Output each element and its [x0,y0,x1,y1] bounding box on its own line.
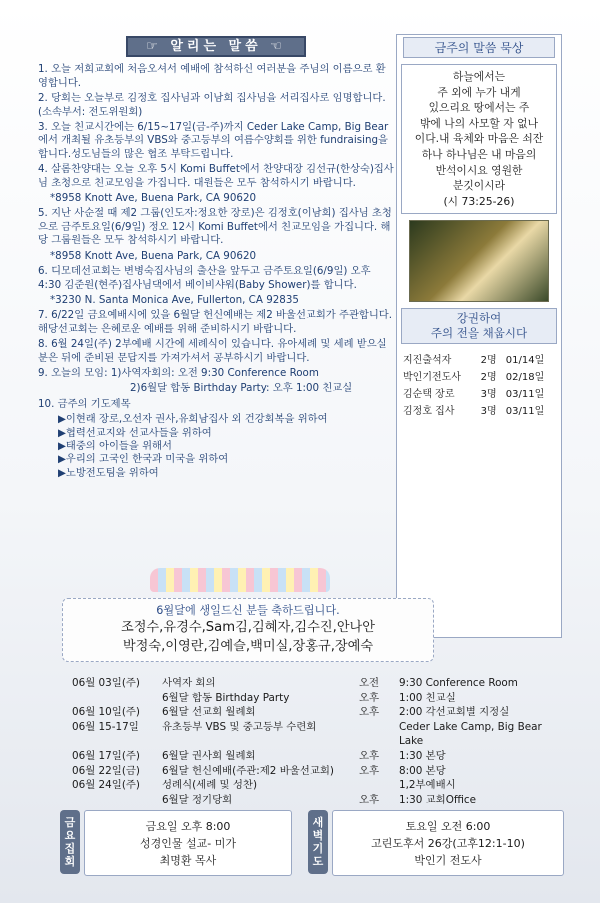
schedule-row [72,676,552,691]
dawn-label: 새벽기도 [308,810,328,874]
attendance-box [401,308,557,418]
notice-item: 5. 지난 사순절 때 제2 그룹(인도자:정요한 장로)은 김정호(이남희) 집사님 초청으로 금주토요일(6/9일) 정오 12시 Komi Buffet에서 친교모임을 가집니다. 해당 그룹원들은 모두 참석하시기 바랍니다. [38,207,392,247]
table-row [401,350,557,367]
notices-banner [38,36,394,57]
schedule-row [72,764,552,779]
schedule-ampm [359,778,399,793]
jesus-image [409,220,549,302]
attend-date: 02/18일 [505,372,545,384]
dawn-box [332,810,564,876]
attend-date: 03/11일 [505,406,545,418]
schedule-place: 1:00 친교실 [399,691,456,704]
attendance-table [401,350,557,418]
verse-line: 이다.내 육체와 마음은 쇠잔 [414,132,544,146]
schedule-ampm: 오후 [359,764,380,777]
schedule-ampm [359,720,399,749]
friday-box [84,810,292,876]
schedule-event: 6월달 헌신예배(주관:제2 바울선교회) [162,764,334,777]
birthday-title: 6월달에 생일드신 분들 축하드립니다. [156,604,340,617]
schedule-ampm: 오후 [359,749,380,762]
schedule-event: 6월달 선교회 월례회 [162,706,256,719]
birthday-names-line-1: 조정수,유경수,Sam김,김혜자,김수진,안나안 [120,620,376,635]
verse-line: 하늘에서는 [452,70,506,83]
prayer-item: ▶태중의 아이들을 위해서 [58,439,172,452]
schedule-date [72,793,162,808]
notice-address: *8958 Knott Ave, Buena Park, CA 90620 [50,249,257,262]
verse-line: 반석이시요 영원한 [435,163,523,177]
attend-name: 박인기전도사 [403,372,461,384]
attend-date: 03/11일 [505,389,545,401]
schedule-place: 1,2부예배시 [399,779,456,792]
notice-item: 8. 6월 24일(주) 2부예배 시간에 세례식이 있습니다. 유아세례 및 세례 받으실 분은 뒤에 준비된 문답지를 가져가셔서 공부하시기 바랍니다. [38,338,387,364]
notice-item: 7. 6/22일 금요예배시에 있을 6월달 헌신예배는 제2 바울선교회가 주관합니다. 해당선교회는 은혜로운 예배를 위해 준비하시기 바랍니다. [38,309,393,335]
dawn-speaker: 박인기 전도사 [414,853,482,867]
table-row [401,401,557,418]
schedule-list [72,676,552,807]
schedule-ampm: 오후 [359,793,380,806]
schedule-event: 6월달 권사회 월례회 [162,749,256,762]
prayer-item: ▶협력선교지와 선교사들을 위하여 [58,426,212,439]
notice-item: 3. 오늘 친교시간에는 6/15~17일(금-주)까지 Ceder Lake Camp, Big Bear에서 개최될 유초등부의 VBS와 중고등부의 여름수양회를 위한 fundraising을 합니다.성도님들의 많은 협조 부탁드립니다. [38,121,389,160]
schedule-ampm: 오후 [359,691,380,704]
schedule-event: 유초등부 VBS 및 중고등부 수련회 [162,720,317,733]
attendance-title [401,308,557,344]
schedule-row [72,705,552,720]
verse-line: (시 73:25-26) [443,194,515,208]
schedule-event: 6월달 정기당회 [162,793,233,806]
verse-line: 분깃이시라 [452,179,506,193]
attend-count: 3명 [480,389,497,401]
schedule-place: 2:00 각선교회별 지정실 [399,706,510,719]
meetings-footer [60,810,570,874]
dawn-time: 토요일 오전 6:00 [405,819,491,833]
friday-speaker: 최명환 목사 [159,853,217,867]
verse-box [401,64,557,214]
sidebar [396,34,562,638]
birthday-names-line-2: 박정숙,이영란,김예슬,백미실,장홍규,장예숙 [122,639,374,654]
attend-count: 2명 [480,372,497,384]
schedule-row [72,793,552,808]
schedule-date: 06월 15-17일 [72,720,139,733]
schedule-place: 9:30 Conference Room [399,677,518,689]
schedule-row [72,778,552,793]
schedule-place: Ceder Lake Camp, Big Bear Lake [399,720,542,748]
dawn-sermon: 고린도후서 26강(고후12:1-10) [371,836,525,850]
schedule-date: 06월 17일(주) [72,749,140,762]
schedule-place: 1:30 교회Office [399,793,477,806]
notice-item: 1. 오늘 저희교회에 처음오셔서 예배에 참석하신 여러분을 주님의 이름으로 환영합니다. [38,63,386,89]
verse-line: 하나 하나님은 내 마음의 [421,147,537,161]
prayer-item: ▶우리의 고국인 한국과 미국을 위하여 [58,453,229,466]
attend-name: 김순택 장로 [403,389,455,401]
schedule-date: 06월 10일(주) [72,706,140,719]
attend-count: 2명 [480,355,497,367]
schedule-row [72,691,552,706]
prayer-item: ▶노방전도팀을 위하여 [58,466,159,479]
schedule-event: 6월달 합동 Birthday Party [162,691,290,704]
notice-item: 10. 금주의 기도제목 [38,397,131,410]
notice-item: 6. 디모데선교회는 변병숙집사님의 출산을 앞두고 금주토요일(6/9일) 오후 4:30 김준원(현주)집사님댁에서 베이비샤워(Baby Shower)를 합니다. [38,265,371,291]
friday-time: 금요일 오후 8:00 [145,819,231,833]
schedule-place: 1:30 본당 [399,749,446,762]
schedule-row [72,720,552,749]
prayer-item: ▶이현래 장로,오선자 권사,유희남집사 외 건강회복을 위하여 [58,413,328,426]
notices-banner-title: ☞ 알리는 말씀 ☜ [126,36,306,57]
attendance-title-line-1: 강권하여 [456,311,502,326]
notice-item: 2)6월달 합동 Birthday Party: 오후 1:00 친교실 [130,382,353,395]
verse-line: 밖에 나의 사모할 자 없나 [419,116,539,130]
notices-section [38,36,394,480]
table-row [401,367,557,384]
cake-illustration [150,568,330,592]
attend-name: 지진출석자 [403,355,452,367]
attend-date: 01/14일 [505,355,545,367]
schedule-date: 06월 24일(주) [72,779,140,792]
friday-label: 금요집회 [60,810,80,874]
schedule-date [72,691,162,706]
schedule-date: 06월 22일(금) [72,764,140,777]
schedule-event: 성례식(세례 및 성찬) [162,779,258,792]
verse-title: 금주의 말씀 묵상 [403,37,555,58]
friday-sermon: 성경인물 설교- 미가 [140,836,236,850]
notice-address: *8958 Knott Ave, Buena Park, CA 90620 [50,192,257,205]
schedule-date: 06월 03일(주) [72,677,140,689]
schedule-ampm: 오전 [359,677,380,689]
notice-item: 4. 살롬찬양대는 오늘 오후 5시 Komi Buffet에서 찬양대장 김선규(한상숙)집사님 초청으로 친교모임을 가집니다. 대원들은 모두 참석하시기 바랍니다. [38,163,394,189]
birthday-box [62,598,434,662]
notice-item: 2. 당회는 오늘부로 김정호 집사님과 이남희 집사님을 서리집사로 임명합니다.(소속부서: 전도위원회) [38,92,386,118]
prayer-list [38,413,394,480]
schedule-row [72,749,552,764]
notice-item: 9. 오늘의 모임: 1)사역자회의: 오전 9:30 Conference Room [38,366,319,379]
schedule-event: 사역자 회의 [162,677,216,689]
schedule-place: 8:00 본당 [399,764,446,777]
verse-line: 주 외에 누가 내게 [437,85,521,99]
attend-name: 김정호 집사 [403,406,455,418]
notice-address: *3230 N. Santa Monica Ave, Fullerton, CA 92835 [50,293,299,306]
attend-count: 3명 [480,406,497,418]
schedule-ampm: 오후 [359,706,380,719]
attendance-title-line-2: 주의 전을 채웁시다 [430,326,528,341]
table-row [401,384,557,401]
verse-line: 있으리요 땅에서는 주 [428,101,530,115]
